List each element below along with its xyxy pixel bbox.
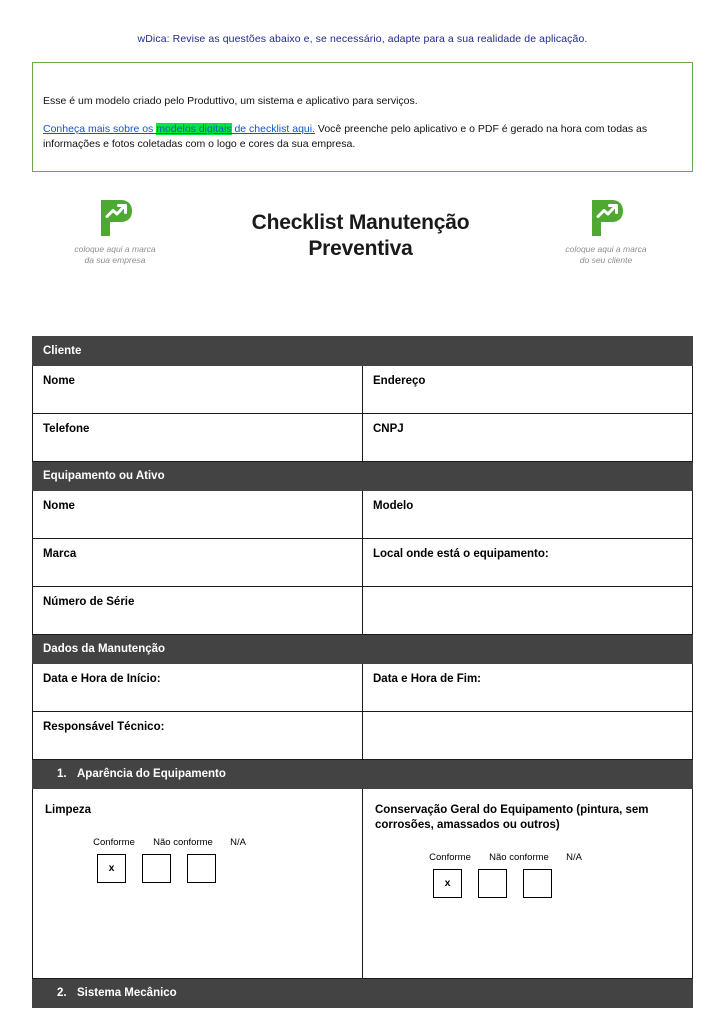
document-header bbox=[0, 186, 725, 296]
section-header-cliente-label: Cliente bbox=[33, 337, 693, 366]
field-cliente-cnpj[interactable]: CNPJ bbox=[363, 414, 693, 462]
client-brand-placeholder bbox=[521, 186, 691, 267]
field-data-hora-fim[interactable]: Data e Hora de Fim: bbox=[363, 664, 693, 712]
company-brand-placeholder bbox=[30, 186, 200, 267]
section-header-mecanico-content bbox=[33, 979, 693, 1008]
table-row bbox=[33, 539, 693, 587]
checkbox-conforme[interactable]: x bbox=[97, 854, 126, 883]
checklist-item-conservacao bbox=[363, 789, 693, 979]
field-cliente-nome[interactable]: Nome bbox=[33, 366, 363, 414]
callout-body-text bbox=[43, 122, 678, 152]
table-row bbox=[33, 491, 693, 539]
page-title-line2: Preventiva bbox=[308, 237, 413, 261]
checkbox-conforme[interactable]: x bbox=[433, 869, 462, 898]
checklist-item-limpeza-options bbox=[43, 837, 353, 883]
checklist-form-table bbox=[32, 336, 693, 1008]
info-callout-content bbox=[33, 63, 692, 153]
checklist-item-conservacao-label: Conservação Geral do Equipamento (pintura, sem corrosões, amassados ou outros) bbox=[375, 804, 649, 831]
section-header-cliente bbox=[33, 337, 693, 366]
section-header-equipamento-label: Equipamento ou Ativo bbox=[33, 462, 693, 491]
field-data-hora-inicio[interactable]: Data e Hora de Início: bbox=[33, 664, 363, 712]
client-brand-caption-line1: coloque aqui a marca bbox=[565, 244, 647, 254]
company-brand-caption bbox=[30, 244, 200, 267]
section-number-aparencia: 1. bbox=[57, 768, 67, 780]
table-row bbox=[33, 587, 693, 635]
table-row bbox=[33, 712, 693, 760]
callout-intro-text: Esse é um modelo criado pelo Produttivo, um sistema e aplicativo para serviços. bbox=[43, 95, 418, 107]
option-label-nao-conforme: Não conforme bbox=[153, 836, 213, 848]
checkbox-nao-conforme[interactable] bbox=[478, 869, 507, 898]
table-row bbox=[33, 366, 693, 414]
field-cliente-endereco[interactable]: Endereço bbox=[363, 366, 693, 414]
link-text-before: Conheça mais sobre os bbox=[43, 123, 157, 136]
option-labels bbox=[87, 837, 353, 848]
field-cliente-telefone[interactable]: Telefone bbox=[33, 414, 363, 462]
field-responsavel-tecnico[interactable]: Responsável Técnico: bbox=[33, 712, 363, 760]
callout-remaining-text: Você preenche pelo aplicativo e o PDF é gerado na hora com todas as informações e fotos coletadas com o logo e cores da sua empresa. bbox=[43, 123, 648, 151]
field-equipamento-marca[interactable]: Marca bbox=[33, 539, 363, 587]
field-equipamento-modelo[interactable]: Modelo bbox=[363, 491, 693, 539]
table-row bbox=[33, 664, 693, 712]
option-label-nao-conforme: Não conforme bbox=[489, 851, 549, 863]
checklist-item-limpeza-label: Limpeza bbox=[45, 804, 92, 816]
option-checkboxes bbox=[87, 854, 353, 883]
company-brand-caption-line1: coloque aqui a marca bbox=[74, 244, 156, 254]
field-equipamento-numero-serie[interactable]: Número de Série bbox=[33, 587, 363, 635]
option-labels bbox=[423, 852, 683, 863]
page-title-line1: Checklist Manutenção bbox=[251, 211, 470, 234]
field-equipamento-nome[interactable]: Nome bbox=[33, 491, 363, 539]
table-row bbox=[33, 414, 693, 462]
link-highlighted-text: modelos digitais bbox=[156, 123, 232, 136]
produttivo-logo-icon bbox=[588, 198, 624, 238]
section-header-aparencia-content bbox=[33, 760, 693, 789]
checkbox-na[interactable] bbox=[187, 854, 216, 883]
table-row bbox=[33, 789, 693, 979]
page-title bbox=[200, 186, 521, 263]
section-number-mecanico: 2. bbox=[57, 987, 67, 999]
option-label-conforme: Conforme bbox=[93, 836, 135, 848]
info-callout-box bbox=[32, 62, 693, 172]
client-brand-caption bbox=[521, 244, 691, 267]
produttivo-logo-icon bbox=[97, 198, 133, 238]
field-equipamento-empty[interactable] bbox=[363, 587, 693, 635]
section-header-mecanico bbox=[33, 979, 693, 1008]
field-equipamento-local[interactable]: Local onde está o equipamento: bbox=[363, 539, 693, 587]
option-checkboxes bbox=[423, 869, 683, 898]
section-header-equipamento bbox=[33, 462, 693, 491]
tip-note: wDica: Revise as questões abaixo e, se necessário, adapte para a sua realidade de aplicação. bbox=[137, 33, 588, 45]
option-label-conforme: Conforme bbox=[429, 851, 471, 863]
company-brand-caption-line2: da sua empresa bbox=[84, 255, 146, 266]
checklist-item-conservacao-options bbox=[373, 852, 683, 898]
option-label-na: N/A bbox=[566, 851, 582, 863]
digital-models-link[interactable] bbox=[43, 123, 315, 135]
checkbox-na[interactable] bbox=[523, 869, 552, 898]
field-responsavel-empty[interactable] bbox=[363, 712, 693, 760]
section-header-aparencia-label: Aparência do Equipamento bbox=[77, 768, 226, 780]
section-header-aparencia bbox=[33, 760, 693, 789]
checklist-item-limpeza bbox=[33, 789, 363, 979]
section-header-manutencao-label: Dados da Manutenção bbox=[33, 635, 693, 664]
option-label-na: N/A bbox=[230, 836, 246, 848]
checkbox-nao-conforme[interactable] bbox=[142, 854, 171, 883]
section-header-manutencao bbox=[33, 635, 693, 664]
client-brand-caption-line2: do seu cliente bbox=[579, 255, 633, 266]
section-header-mecanico-label: Sistema Mecânico bbox=[77, 987, 177, 999]
link-text-after: de checklist aqui. bbox=[231, 123, 315, 136]
